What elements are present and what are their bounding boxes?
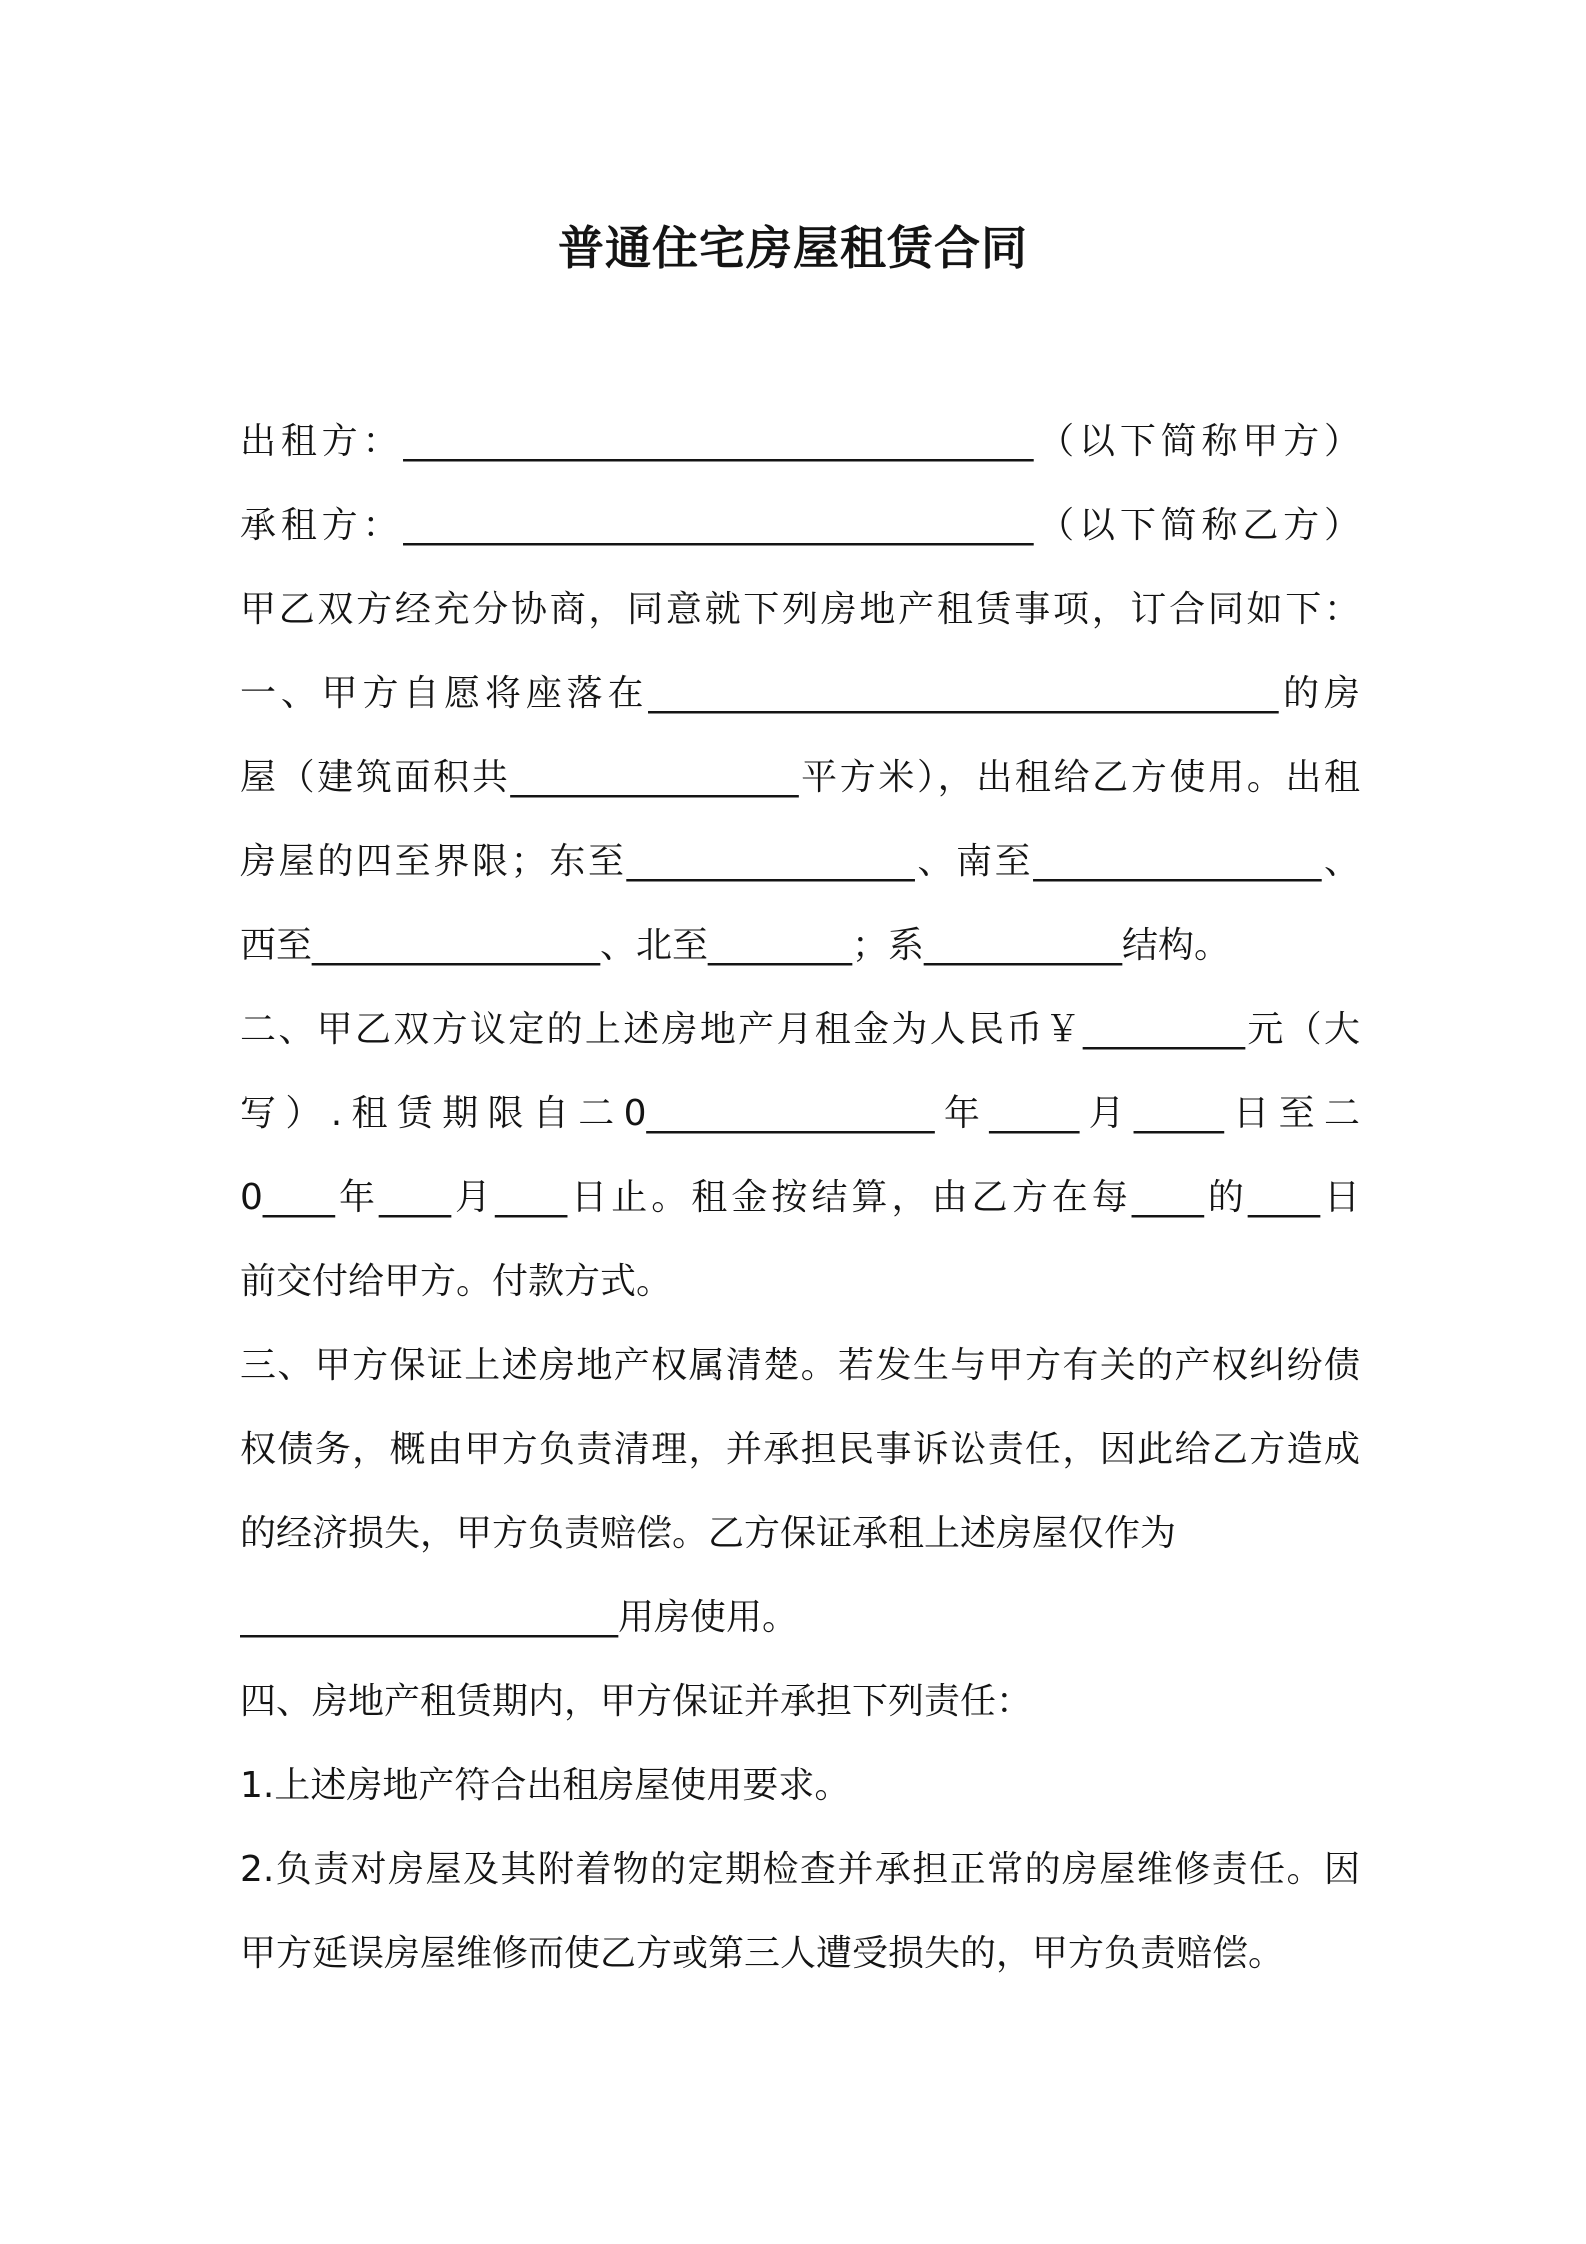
document-title: 普通住宅房屋租赁合同	[558, 221, 1028, 275]
clause-2-line-3: 0____年____月____日止。租金按结算，由乙方在每____的____日	[240, 1177, 1360, 1218]
lessor-line: 出租方：___________________________________（以下简称甲方）	[240, 421, 1360, 462]
lessee-line: 承租方：___________________________________（以下简称乙方）	[240, 505, 1360, 546]
document-body	[240, 400, 1360, 1996]
preamble-line: 甲乙双方经充分协商，同意就下列房地产租赁事项，订合同如下：	[240, 589, 1360, 630]
clause-2-line-2: 写）.租赁期限自二0________________年_____月_____日至二	[240, 1093, 1360, 1134]
clause-4-item-1: 1.上述房地产符合出租房屋使用要求。	[240, 1765, 851, 1806]
clause-1-line-2: 屋（建筑面积共________________平方米），出租给乙方使用。出租	[240, 757, 1360, 798]
clause-2-line-4: 前交付给甲方。付款方式。	[240, 1261, 673, 1302]
clause-1-line-1: 一、甲方自愿将座落在___________________________________的房	[240, 673, 1360, 714]
clause-4-heading: 四、房地产租赁期内，甲方保证并承担下列责任：	[240, 1681, 1033, 1722]
clause-3-line-1: 三、甲方保证上述房地产权属清楚。若发生与甲方有关的产权纠纷债	[240, 1345, 1360, 1386]
clause-2-line-1: 二、甲乙双方议定的上述房地产月租金为人民币￥_________元（大	[240, 1009, 1360, 1050]
clause-1-line-3: 房屋的四至界限；东至________________、南至________________、	[240, 841, 1360, 882]
clause-4-item-2-line-1: 2.负责对房屋及其附着物的定期检查并承担正常的房屋维修责任。因	[240, 1849, 1360, 1890]
clause-3-line-4: _____________________用房使用。	[240, 1597, 799, 1638]
clause-4-item-2-line-2: 甲方延误房屋维修而使乙方或第三人遭受损失的，甲方负责赔偿。	[240, 1933, 1285, 1974]
clause-3-line-3: 的经济损失，甲方负责赔偿。乙方保证承租上述房屋仅作为	[240, 1513, 1177, 1554]
clause-3-line-2: 权债务，概由甲方负责清理，并承担民事诉讼责任，因此给乙方造成	[240, 1429, 1360, 1470]
clause-1-line-4: 西至________________、北至________；系___________结构。	[240, 925, 1231, 966]
